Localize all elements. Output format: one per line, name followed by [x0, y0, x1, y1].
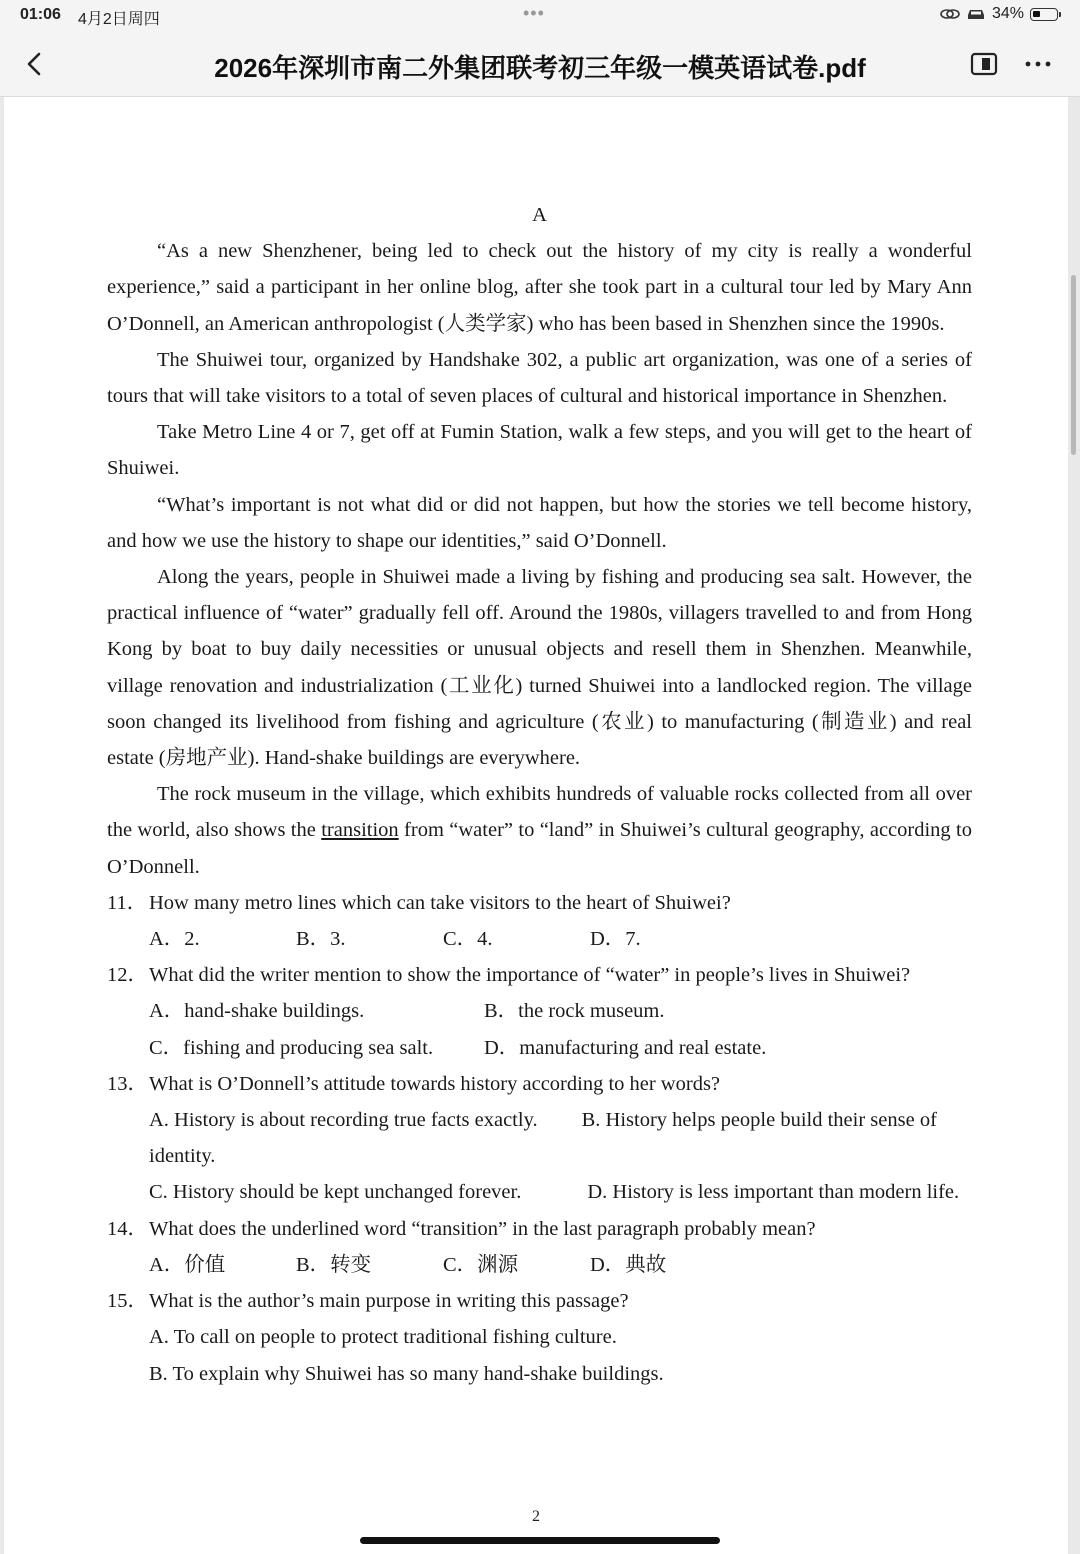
question-number: 13． — [107, 1072, 148, 1095]
option: D．7. — [590, 928, 641, 951]
option: A．价值 — [149, 1253, 226, 1276]
sidebar-toggle-button[interactable] — [970, 52, 998, 76]
multitask-dots[interactable]: ••• — [523, 3, 545, 23]
paragraph — [107, 776, 972, 885]
question — [107, 1066, 972, 1102]
home-indicator[interactable] — [360, 1537, 720, 1544]
paragraph: “As a new Shenzhener, being led to check out the history of my city is really a wonderful experience,” said a participant in her online blog, after she took part in a cultural tour led by Mary Ann O’Donnell, an American anthropologist (人类学家) who has been based in Shenzhen since the 1990s. — [107, 240, 972, 335]
paragraph: Take Metro Line 4 or 7, get off at Fumin Station, walk a few steps, and you will get to the heart of Shuiwei. — [107, 421, 972, 480]
options — [107, 1174, 972, 1210]
question — [107, 885, 972, 921]
sidebar-icon — [970, 52, 998, 76]
question — [107, 1283, 972, 1319]
options — [107, 1030, 972, 1066]
options — [107, 993, 972, 1029]
section-title: A — [532, 204, 547, 226]
question-number: 14． — [107, 1217, 148, 1240]
nav-bar — [0, 32, 1080, 97]
option: A. History is about recording true facts exactly. — [149, 1109, 538, 1132]
question-text: How many metro lines which can take visitors to the heart of Shuiwei? — [149, 891, 731, 914]
question-text: What is the author’s main purpose in writing this passage? — [149, 1290, 629, 1313]
pdf-page[interactable] — [4, 97, 1068, 1554]
question-number: 15． — [107, 1290, 148, 1313]
battery-icon — [1030, 8, 1058, 21]
paragraph: Along the years, people in Shuiwei made a living by fishing and producing sea salt. However, the practical influence of “water” gradually fell off. Around the 1980s, villagers travelled to and from Hong Kong by boat to buy daily necessities or unusual objects and resell them in Shenzhen. Meanwhile, village renovation and industrialization (工业化) turned Shuiwei into a landlocked region. The village soon changed its livelihood from fishing and agriculture (农业) to manufacturing (制造业) and real estate (房地产业). Hand-shake buildings are everywhere. — [107, 566, 972, 770]
question-number: 11． — [107, 891, 148, 914]
paragraph-text: The rock museum in the village, which exhibits hundreds of valuable rocks collected from all over the world, also shows the — [107, 783, 972, 842]
link-icon — [940, 7, 960, 21]
option: C．4. — [443, 928, 493, 951]
back-button[interactable] — [18, 46, 54, 82]
paragraph: The Shuiwei tour, organized by Handshake 302, a public art organization, was one of a series of tours that will take visitors to a total of seven places of cultural and historical importance in Shenzhen. — [107, 348, 972, 408]
question-number: 12． — [107, 964, 148, 987]
passage — [107, 197, 972, 1392]
question — [107, 957, 972, 993]
option: B. History helps people build their sense of identity. — [149, 1109, 937, 1168]
more-button[interactable] — [1022, 52, 1054, 76]
options — [107, 1102, 972, 1174]
options — [107, 921, 972, 957]
options — [107, 1247, 972, 1283]
status-date: 4月2日周四 — [78, 11, 160, 28]
paragraph: “What’s important is not what did or did not happen, but how the stories we tell become history, and how we use the history to shape our identities,” said O’Donnell. — [107, 493, 972, 552]
page-number: 2 — [532, 1508, 540, 1525]
battery-percent: 34% — [991, 5, 1024, 22]
question-text: What does the underlined word “transition” in the last paragraph probably mean? — [149, 1217, 816, 1240]
status-right — [940, 5, 1058, 23]
document-title: 2026年深圳市南二外集团联考初三年级一模英语试卷.pdf — [214, 53, 866, 83]
option: A. To call on people to protect traditional fishing culture. — [149, 1326, 617, 1349]
question — [107, 1211, 972, 1247]
more-icon — [1022, 52, 1054, 76]
option: B．3. — [296, 928, 346, 951]
car-icon — [966, 7, 986, 21]
option: D. History is less important than modern life. — [587, 1181, 960, 1204]
question-text: What did the writer mention to show the importance of “water” in people’s lives in Shuiwei? — [149, 964, 911, 987]
status-bar — [0, 0, 1080, 32]
chevron-left-icon — [18, 46, 54, 82]
option: C．fishing and producing sea salt. — [149, 1036, 434, 1059]
status-time: 01:06 — [20, 6, 61, 23]
question-text: What is O’Donnell’s attitude towards history according to her words? — [149, 1072, 721, 1095]
option: B．the rock museum. — [484, 1000, 665, 1023]
scrollbar[interactable] — [1071, 275, 1076, 455]
underlined-word: transition — [321, 819, 399, 842]
option: D．manufacturing and real estate. — [484, 1036, 767, 1059]
paragraph-text: from “water” to “land” in Shuiwei’s cultural geography, according to O’Donnell. — [107, 819, 972, 878]
battery-level — [1033, 11, 1040, 17]
option: D．典故 — [590, 1253, 667, 1276]
option: C．渊源 — [443, 1253, 519, 1276]
option: B．转变 — [296, 1253, 372, 1276]
option: A．hand-shake buildings. — [149, 1000, 365, 1023]
option: C. History should be kept unchanged forever. — [149, 1181, 522, 1204]
option: A．2. — [149, 928, 200, 951]
option: B. To explain why Shuiwei has so many hand-shake buildings. — [149, 1362, 664, 1385]
